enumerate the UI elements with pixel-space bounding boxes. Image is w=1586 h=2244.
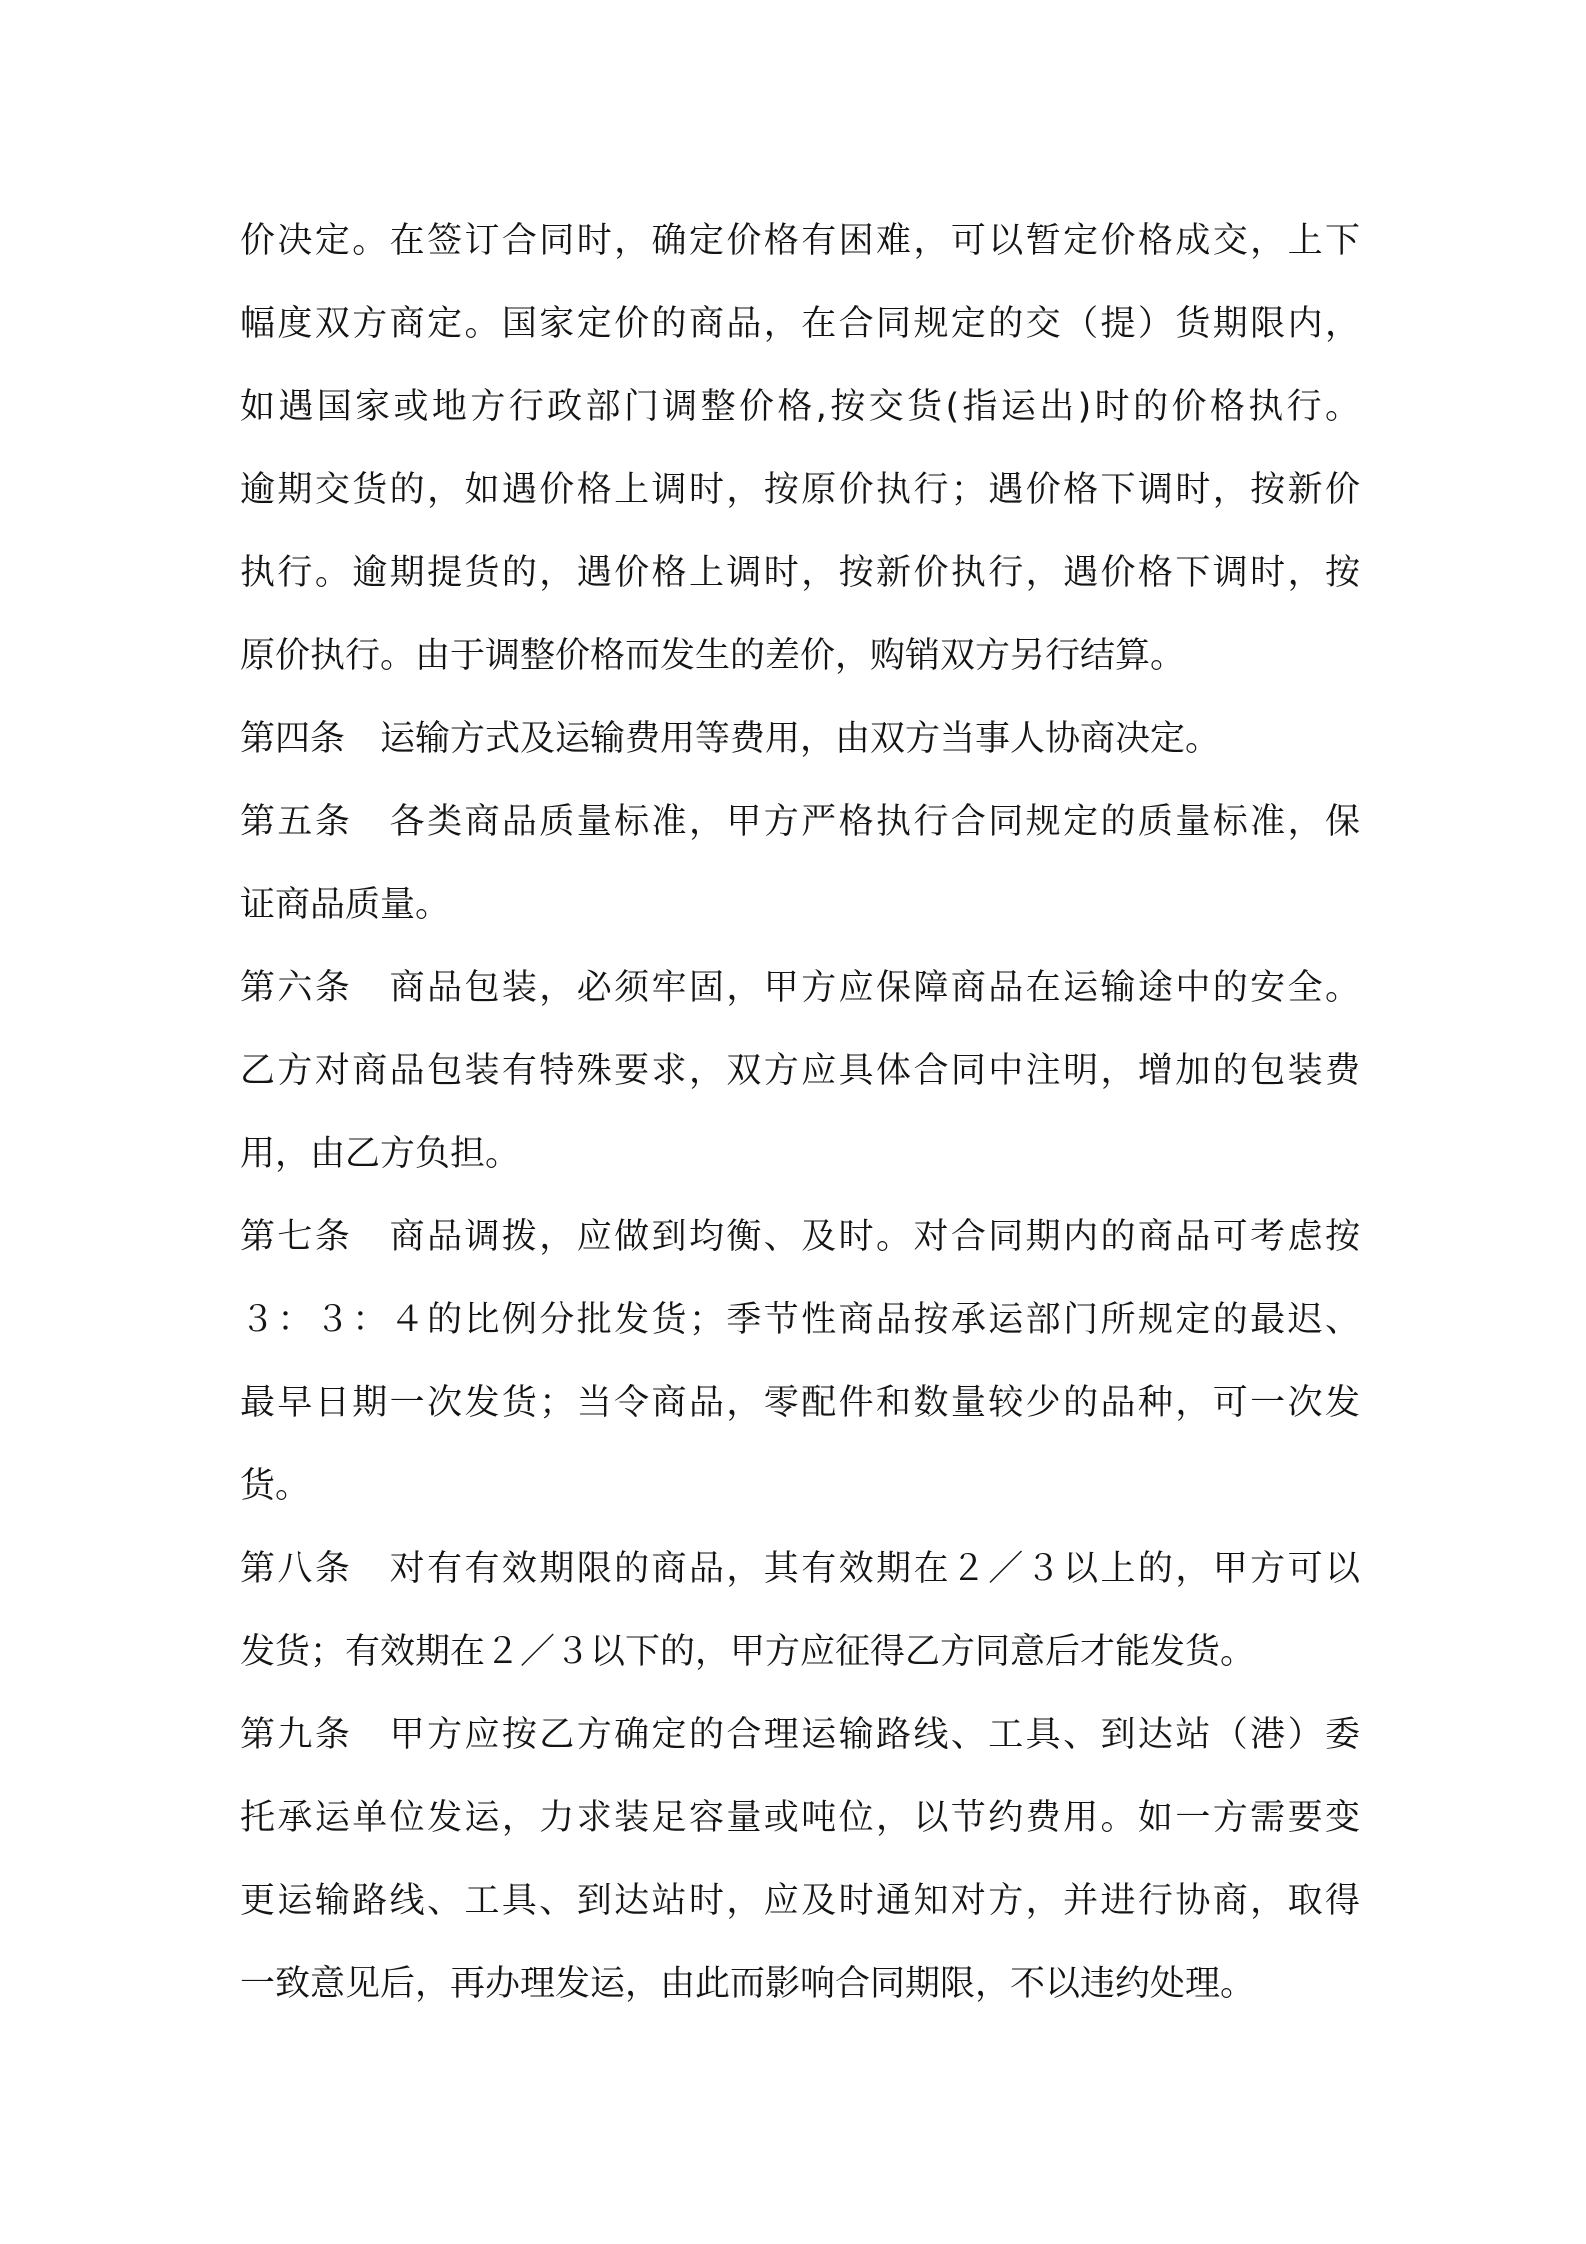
text-line: 第七条 商品调拨，应做到均衡、及时。对合同期内的商品可考虑按 <box>240 1217 1360 1257</box>
contract-text-body <box>240 200 1360 2026</box>
text-line: 第八条 对有有效期限的商品，其有效期在２／３以上的，甲方可以 <box>240 1549 1360 1589</box>
text-line: 第四条 运输方式及运输费用等费用，由双方当事人协商决定。 <box>240 719 1221 759</box>
text-line: ３：３：４的比例分批发货；季节性商品按承运部门所规定的最迟、 <box>240 1300 1360 1340</box>
text-line: 价决定。在签订合同时，确定价格有困难，可以暂定价格成交，上下 <box>240 221 1360 261</box>
text-line: 用，由乙方负担。 <box>240 1134 521 1174</box>
text-line: 最早日期一次发货；当令商品，零配件和数量较少的品种，可一次发 <box>240 1383 1360 1423</box>
text-line: 乙方对商品包装有特殊要求，双方应具体合同中注明，增加的包装费 <box>240 1051 1360 1091</box>
text-line: 一致意见后，再办理发运，由此而影响合同期限，不以违约处理。 <box>240 1964 1256 2004</box>
text-line: 货。 <box>240 1466 311 1506</box>
text-line: 幅度双方商定。国家定价的商品，在合同规定的交（提）货期限内， <box>240 304 1360 344</box>
text-line: 第九条 甲方应按乙方确定的合理运输路线、工具、到达站（港）委 <box>240 1715 1360 1755</box>
text-line: 第五条 各类商品质量标准，甲方严格执行合同规定的质量标准，保 <box>240 802 1360 842</box>
text-line: 原价执行。由于调整价格而发生的差价，购销双方另行结算。 <box>240 636 1186 676</box>
text-line: 更运输路线、工具、到达站时，应及时通知对方，并进行协商，取得 <box>240 1881 1360 1921</box>
text-line: 执行。逾期提货的，遇价格上调时，按新价执行，遇价格下调时，按 <box>240 553 1360 593</box>
text-line: 如遇国家或地方行政部门调整价格,按交货(指运出)时的价格执行。 <box>240 387 1360 427</box>
text-line: 发货；有效期在２／３以下的，甲方应征得乙方同意后才能发货。 <box>240 1632 1256 1672</box>
text-line: 第六条 商品包装，必须牢固，甲方应保障商品在运输途中的安全。 <box>240 968 1360 1008</box>
text-line: 逾期交货的，如遇价格上调时，按原价执行；遇价格下调时，按新价 <box>240 470 1360 510</box>
text-line: 证商品质量。 <box>240 885 451 925</box>
text-line: 托承运单位发运，力求装足容量或吨位，以节约费用。如一方需要变 <box>240 1798 1360 1838</box>
